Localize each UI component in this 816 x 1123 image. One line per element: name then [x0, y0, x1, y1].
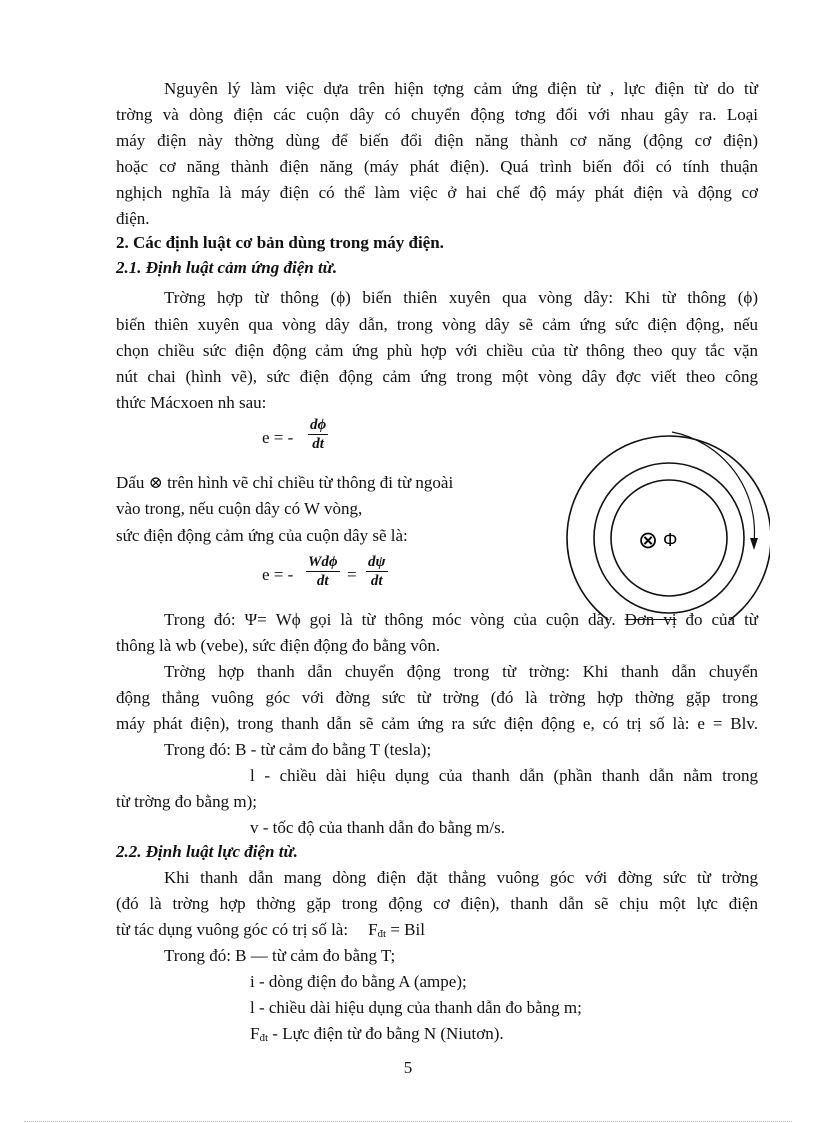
defs1-line1: Trong đó: B - từ cảm đo bằng T (tesla); [164, 740, 432, 759]
para4-line2: thông là wb (vebe), sức điện động đo bằng vôn. [116, 636, 441, 655]
para1-line5: nghịch nghĩa là máy điện có thể làm việc ở hai chế độ máy phát điện và động cơ [116, 183, 758, 202]
equation-2-numerator-2: dψ [368, 554, 386, 570]
equation-1-numerator: dϕ [310, 417, 327, 433]
equation-2-lhs: e = - [262, 565, 294, 584]
equation-2-denominator-1: dt [316, 573, 329, 589]
equation-2-equals: = [347, 565, 357, 584]
para5-line2: động thẳng vuông góc với đờng sức từ trờng (đó là trờng hợp thờng gặp trong [116, 688, 758, 707]
para5-line3: máy phát điện), trong thanh dẫn sẽ cảm ứng ra sức điện động e, có trị số là: e = Blv. [116, 714, 758, 733]
para2-line4: nút chai (hình vẽ), sức điện động cảm ứng trong một vòng dây đợc viết theo công [116, 367, 758, 386]
force-subscript: đt [259, 1032, 269, 1044]
page-number: 5 [403, 1058, 413, 1077]
section-heading-2-2: 2.2. Định luật lực điện từ. [116, 842, 298, 861]
defs2-line3: l - chiều dài hiệu dụng của thanh dẫn đo bằng m; [250, 998, 582, 1017]
para5-line1: Trờng hợp thanh dẫn chuyển động trong từ trờng: Khi thanh dẫn chuyển [164, 662, 758, 681]
defs1-line3: từ trờng đo bằng m); [116, 792, 257, 811]
para3-line3: sức điện động cảm ứng của cuộn dây sẽ là: [116, 526, 408, 545]
para2-line2: biến thiên xuyên qua vòng dây dẫn, trong vòng dây sẽ cảm ứng sức điện động, nếu [116, 315, 758, 334]
flux-label: Φ [663, 530, 678, 550]
coil-figure [530, 420, 770, 620]
para1-line6: điện. [116, 209, 150, 228]
force-symbol: F [368, 920, 378, 939]
para6-line1: Khi thanh dẫn mang dòng điện đặt thẳng vuông góc với đờng sức từ trờng [164, 868, 758, 887]
section-heading-2: 2. Các định luật cơ bản dùng trong máy điện. [116, 233, 444, 252]
para3-line1: Dấu ⊗ trên hình vẽ chỉ chiều từ thông đi từ ngoài [116, 473, 454, 492]
page-bottom-divider [24, 1121, 792, 1122]
equation-2-fraction-1 [306, 553, 340, 590]
equation-1-lhs: e = - [262, 428, 294, 447]
para1-line3: máy điện này thờng dùng để biến đổi điện năng thành cơ năng (động cơ điện) [116, 131, 758, 150]
para4-line1-text: Trong đó: Ψ= Wϕ gọi là từ thông móc vòng của cuộn dây. [164, 610, 616, 629]
equation-1-fraction [308, 416, 328, 453]
force-subscript: đt [377, 928, 387, 940]
para2-line5: thức Mácxoen nh sau: [116, 393, 267, 412]
arrow-head-icon [750, 538, 758, 550]
para2-line3: chọn chiều sức điện động cảm ứng phù hợp với chiều của từ thông theo quy tắc vặn [116, 341, 758, 360]
equation-2-denominator-2: dt [370, 573, 383, 589]
defs2-line2: i - dòng điện đo bằng A (ampe); [250, 972, 467, 991]
para1-line4: hoặc cơ năng thành điện năng (máy phát điện). Quá trình biến đổi có tính thuận [116, 157, 758, 176]
defs2-line4 [250, 1021, 504, 1051]
rotation-arrow [672, 432, 754, 542]
para4-line1-end: đo của từ [676, 610, 759, 629]
para1-line1: Nguyên lý làm việc dựa trên hiện tợng cảm ứng điện từ , lực điện từ do từ [164, 79, 758, 98]
defs2-line1: Trong đó: B — từ cảm đo bằng T; [164, 946, 396, 965]
force-formula-rest: = Bil [386, 920, 425, 939]
para2-line1: Trờng hợp từ thông (ϕ) biến thiên xuyên qua vòng dây: Khi từ thông (ϕ) [164, 288, 758, 307]
equation-2-numerator-1: Wdϕ [308, 554, 338, 570]
para1-line2: trờng và dòng điện các cuộn dây có chuyển động tơng đối với nhau gây ra. Loại [116, 105, 758, 124]
defs1-line2: l - chiều dài hiệu dụng của thanh dẫn (phần thanh dẫn nằm trong [250, 766, 758, 785]
para6-line2: (đó là trờng hợp thờng gặp trong động cơ điện), thanh dẫn sẽ chịu một lực điện [116, 894, 758, 913]
defs1-line4: v - tốc độ của thanh dẫn đo bằng m/s. [250, 818, 505, 837]
para3-line2: vào trong, nếu cuộn dây có W vòng, [116, 499, 363, 518]
force-formula [368, 920, 425, 939]
equation-2-fraction-2 [366, 553, 388, 590]
force-definition-text: - Lực điện từ đo bằng N (Niutơn). [268, 1024, 504, 1043]
flux-into-page-icon: ⊗ [638, 527, 659, 554]
force-symbol: F [250, 1024, 260, 1043]
equation-1-denominator: dt [312, 436, 324, 452]
para4-struck-text: Đơn vị [624, 610, 677, 629]
section-heading-2-1: 2.1. Định luật cảm ứng điện từ. [116, 258, 338, 277]
para4-line1 [164, 607, 758, 633]
para6-line3-text: từ tác dụng vuông góc có trị số là: [116, 920, 349, 939]
